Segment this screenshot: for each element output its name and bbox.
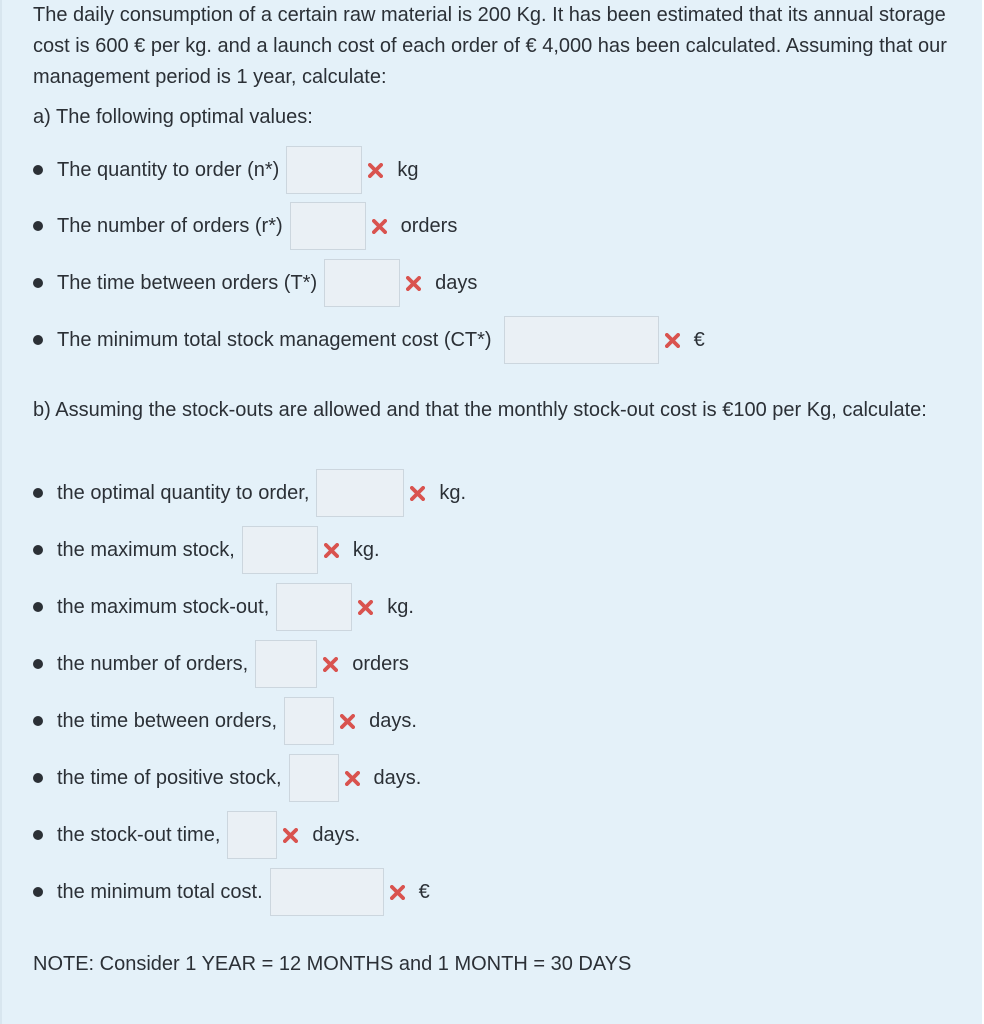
close-x-icon	[390, 885, 405, 900]
list-item	[33, 753, 421, 803]
close-x-icon	[410, 486, 425, 501]
bullet-icon	[33, 716, 43, 726]
item-label: the optimal quantity to order,	[57, 481, 310, 504]
close-x-icon	[665, 333, 680, 348]
answer-input[interactable]	[255, 640, 317, 688]
bullet-icon	[33, 602, 43, 612]
unit-label: €	[418, 880, 430, 903]
item-label: the time of positive stock,	[57, 766, 282, 789]
item-label: The time between orders (T*)	[57, 271, 318, 294]
list-item	[33, 258, 477, 308]
bullet-icon	[33, 165, 43, 175]
close-x-icon	[283, 828, 298, 843]
bullet-icon	[33, 830, 43, 840]
close-x-icon	[323, 657, 338, 672]
list-item	[33, 810, 360, 860]
part-b-heading: b) Assuming the stock-outs are allowed and that the monthly stock-out cost is €100 per Kg, calculate:	[33, 399, 927, 421]
unit-label: kg.	[439, 481, 467, 504]
list-item	[33, 525, 380, 575]
part-a-heading: a) The following optimal values:	[33, 106, 313, 128]
list-item	[33, 468, 466, 518]
close-x-icon	[345, 771, 360, 786]
unit-label: orders	[352, 652, 409, 675]
answer-input[interactable]	[290, 202, 366, 250]
close-x-icon	[324, 543, 339, 558]
item-label: the time between orders,	[57, 709, 278, 732]
bullet-icon	[33, 278, 43, 288]
item-label: The number of orders (r*)	[57, 214, 283, 237]
unit-label: days	[435, 271, 478, 294]
answer-input[interactable]	[227, 811, 277, 859]
bullet-icon	[33, 887, 43, 897]
answer-input[interactable]	[276, 583, 352, 631]
close-x-icon	[372, 219, 387, 234]
answer-input[interactable]	[284, 697, 334, 745]
unit-label: days.	[373, 766, 422, 789]
bullet-icon	[33, 221, 43, 231]
item-label: The minimum total stock management cost (CT*)	[57, 328, 492, 351]
item-label: the number of orders,	[57, 652, 249, 675]
bullet-icon	[33, 659, 43, 669]
list-item	[33, 867, 430, 917]
unit-label: days.	[369, 709, 417, 732]
close-x-icon	[340, 714, 355, 729]
close-x-icon	[406, 276, 421, 291]
bullet-icon	[33, 488, 43, 498]
unit-label: kg.	[352, 538, 380, 561]
bullet-icon	[33, 545, 43, 555]
list-item	[33, 582, 414, 632]
bullet-icon	[33, 773, 43, 783]
list-item	[33, 145, 418, 195]
bullet-icon	[33, 335, 43, 345]
list-item	[33, 639, 409, 689]
answer-input[interactable]	[316, 469, 404, 517]
answer-input[interactable]	[324, 259, 400, 307]
item-label: the stock-out time,	[57, 823, 221, 846]
answer-input[interactable]	[286, 146, 362, 194]
answer-input[interactable]	[504, 316, 659, 364]
list-item	[33, 696, 417, 746]
unit-label: €	[693, 328, 705, 351]
item-label: The quantity to order (n*)	[57, 158, 280, 181]
list-item	[33, 201, 457, 251]
unit-label: days.	[312, 823, 361, 846]
unit-label: orders	[400, 214, 458, 237]
item-label: the maximum stock,	[57, 538, 235, 561]
answer-input[interactable]	[289, 754, 339, 802]
answer-input[interactable]	[270, 868, 384, 916]
item-label: the minimum total cost.	[57, 880, 263, 903]
list-item	[33, 315, 705, 365]
item-label: the maximum stock-out,	[57, 595, 270, 618]
unit-label: kg	[397, 158, 419, 181]
close-x-icon	[358, 600, 373, 615]
unit-label: kg.	[387, 595, 414, 618]
answer-input[interactable]	[242, 526, 318, 574]
close-x-icon	[368, 163, 383, 178]
problem-statement: The daily consumption of a certain raw material is 200 Kg. It has been estimated that its annual storage cost is 600 € per kg. and a launch cost of each order of € 4,000 has been calculated. Assuming that our management period is 1 year, calculate:	[33, 4, 947, 88]
note-text: NOTE: Consider 1 YEAR = 12 MONTHS and 1 MONTH = 30 DAYS	[33, 953, 632, 975]
